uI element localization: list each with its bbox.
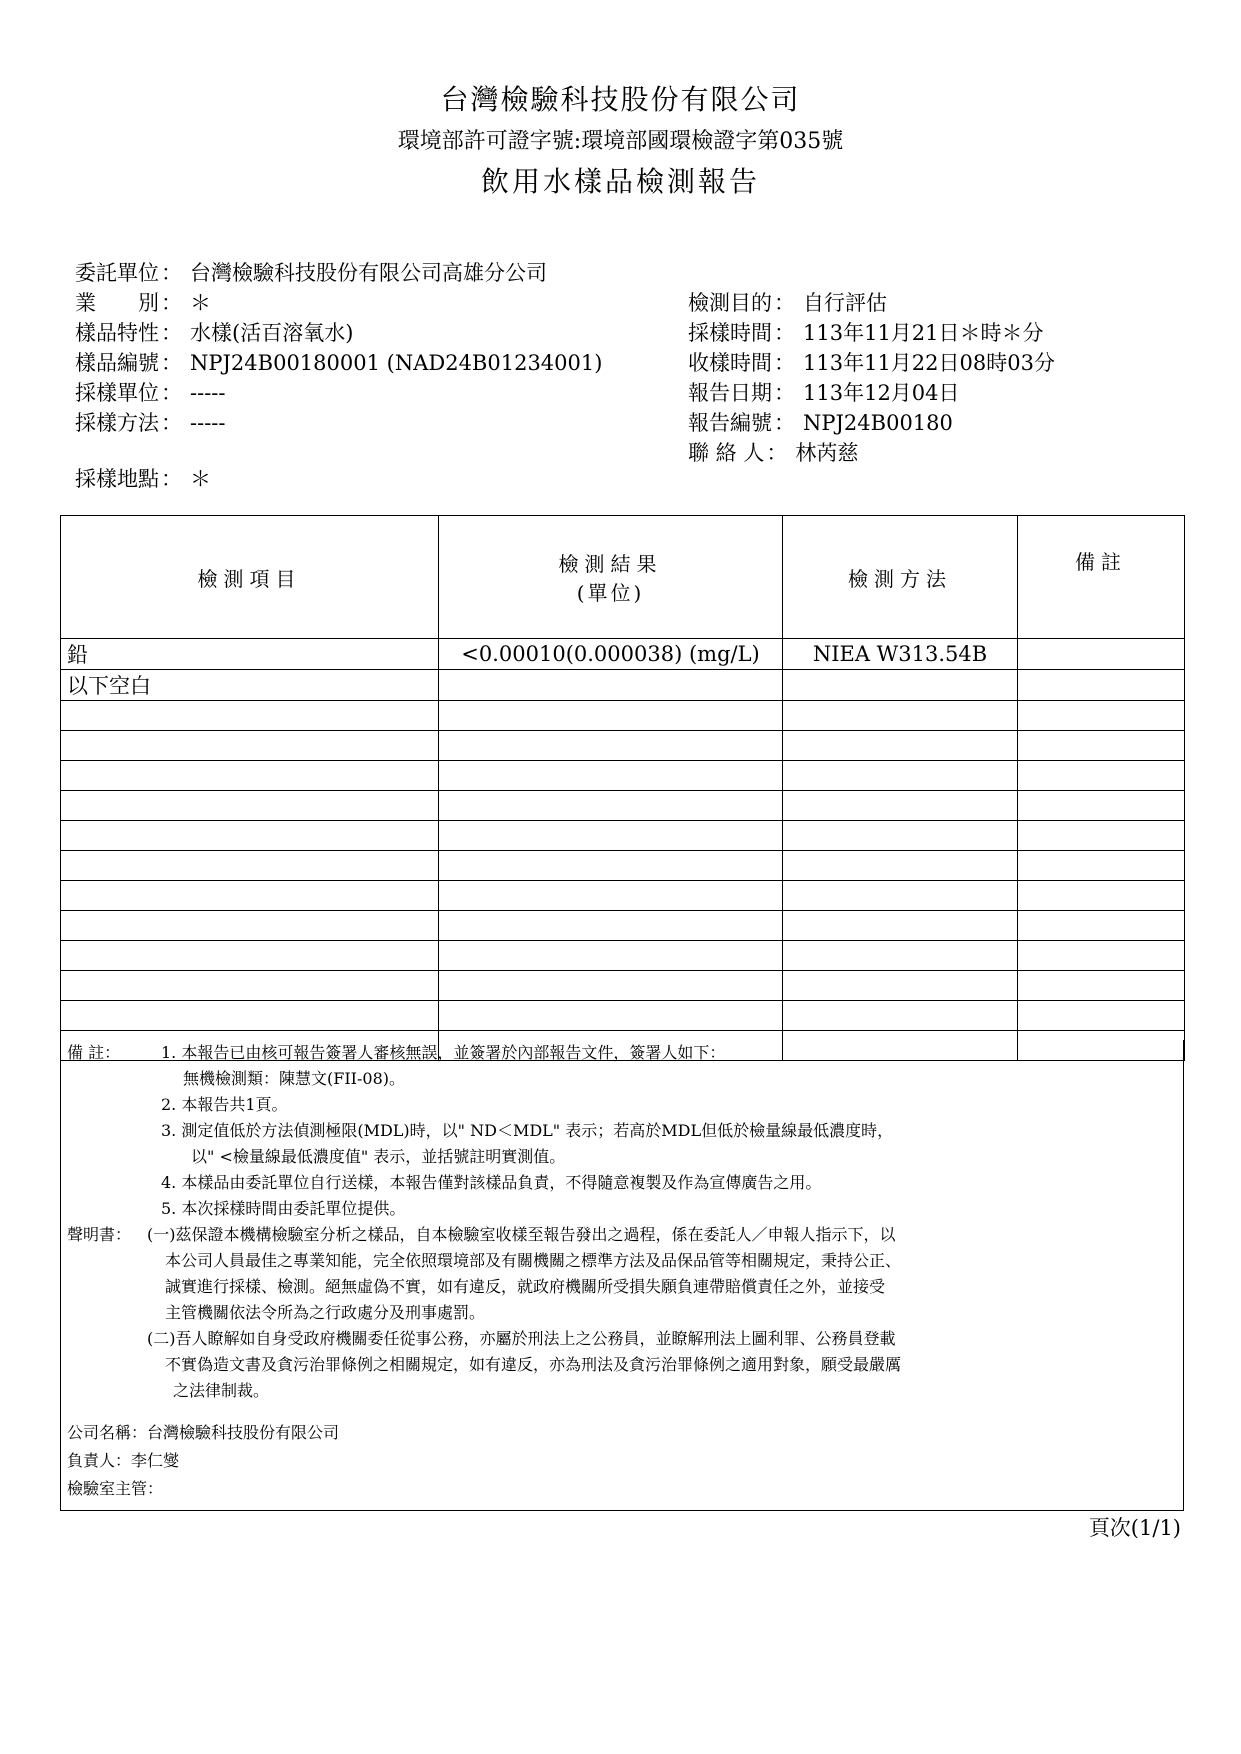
note-line: 1. 本報告已由核可報告簽署人審核無誤，並簽署於內部報告文件，簽署人如下： (161, 1043, 726, 1062)
info-colon: ： (161, 467, 182, 491)
header-item: 檢測項目 (61, 516, 439, 639)
cell-remark (1018, 670, 1185, 701)
empty-row (61, 971, 1185, 1001)
table-header-row (61, 516, 1185, 639)
info-value: 113年12月04日 (803, 381, 960, 405)
empty-row (61, 941, 1185, 971)
declaration-line: 本公司人員最佳之專業知能，完全依照環境部及有關機關之標準方法及品保品管等相關規定，秉持公正、 (165, 1251, 902, 1270)
info-colon: ： (774, 381, 795, 405)
info-sampling-time (688, 318, 1044, 348)
info-value: 林芮慈 (795, 441, 859, 465)
info-business-type (75, 288, 211, 318)
report-title: 飲用水樣品檢測報告 (480, 165, 760, 198)
cell-remark (1018, 639, 1185, 670)
info-sampling-method (75, 408, 225, 438)
info-colon: ： (161, 381, 182, 405)
notes-label: 備 註： (67, 1043, 121, 1062)
cell-method (783, 670, 1018, 701)
info-label: 樣品特性 (75, 321, 159, 345)
header-method: 檢測方法 (783, 516, 1018, 639)
note-line: 3. 測定值低於方法偵測極限(MDL)時，以" ND＜MDL" 表示；若高於MDL但低於檢量線最低濃度時， (161, 1121, 894, 1140)
note-line: 4. 本樣品由委託單位自行送樣，本報告僅對該樣品負責，不得隨意複製及作為宣傳廣告之用。 (161, 1173, 822, 1192)
empty-row (61, 791, 1185, 821)
info-client (75, 258, 547, 288)
info-purpose (688, 288, 887, 318)
page-number: 頁次(1/1) (1088, 1516, 1181, 1540)
note-line: 2. 本報告共1頁。 (161, 1095, 288, 1114)
declaration-line: (一)茲保證本機構檢驗室分析之樣品，自本檢驗室收樣至報告發出之過程，係在委託人／申報人指示下，以 (147, 1225, 896, 1244)
info-sample-id (75, 348, 602, 378)
info-colon: ： (766, 441, 788, 465)
declaration-line: 不實偽造文書及貪污治罪條例之相關規定，如有違反，亦為刑法及貪污治罪條例之適用對象，願受最嚴厲 (165, 1355, 902, 1374)
info-value: 113年11月22日08時03分 (803, 351, 1055, 375)
info-report-number (688, 408, 953, 438)
footer-lab-supervisor: 檢驗室主管： (67, 1479, 164, 1498)
table-row (61, 670, 1185, 701)
info-label: 檢測目的 (688, 291, 772, 315)
info-value: ----- (190, 381, 226, 405)
info-sampling-unit (75, 378, 225, 408)
company-title: 台灣檢驗科技股份有限公司 (440, 83, 801, 116)
cell-result: <0.00010(0.000038) (mg/L) (439, 639, 783, 670)
info-label: 報告編號 (688, 411, 772, 435)
info-label: 聯 絡 人 (688, 441, 765, 465)
header-result (439, 516, 783, 639)
note-line: 無機檢測類：陳慧文(FII-08)。 (183, 1069, 405, 1088)
empty-row (61, 911, 1185, 941)
info-label: 委託單位 (75, 261, 159, 285)
declaration-line: 之法律制裁。 (173, 1381, 270, 1400)
info-value: ----- (190, 411, 226, 435)
empty-row (61, 761, 1185, 791)
note-line: 以" <檢量線最低濃度值" 表示，並括號註明實測值。 (191, 1147, 566, 1166)
info-colon: ： (161, 411, 182, 435)
info-label: 收樣時間 (688, 351, 772, 375)
empty-row (61, 821, 1185, 851)
info-label: 採樣時間 (688, 321, 772, 345)
info-label: 樣品編號 (75, 351, 159, 375)
declaration-line: (二)吾人瞭解如自身受政府機關委任從事公務，亦屬於刑法上之公務員，並瞭解刑法上圖利罪、公務員登載 (147, 1329, 896, 1348)
info-value: ＊ (190, 467, 211, 491)
info-label: 業 別 (75, 291, 159, 315)
info-value: NPJ24B00180001 (NAD24B01234001) (190, 351, 603, 375)
cell-method: NIEA W313.54B (783, 639, 1018, 670)
footer-responsible: 負責人：李仁燮 (67, 1451, 180, 1470)
cell-item: 鉛 (61, 639, 439, 670)
info-label: 採樣方法 (75, 411, 159, 435)
header-result-line2: (單位) (576, 581, 645, 605)
license-number: 環境部許可證字號:環境部國環檢證字第035號 (397, 129, 844, 154)
info-sampling-location (75, 464, 211, 494)
footer-company-name: 公司名稱：台灣檢驗科技股份有限公司 (67, 1423, 340, 1442)
info-colon: ： (774, 291, 795, 315)
info-value: 自行評估 (803, 291, 887, 315)
declaration-line: 誠實進行採樣、檢測。絕無虛偽不實，如有違反，就政府機關所受損失願負連帶賠償責任之外，並接受 (165, 1277, 886, 1296)
info-value: NPJ24B00180 (803, 411, 953, 435)
header-remark: 備註 (1018, 516, 1185, 639)
info-receipt-time (688, 348, 1055, 378)
info-sample-type (75, 318, 353, 348)
empty-row (61, 881, 1185, 911)
info-colon: ： (774, 321, 795, 345)
info-colon: ： (161, 351, 182, 375)
info-colon: ： (774, 351, 795, 375)
info-colon: ： (774, 411, 795, 435)
results-table (60, 515, 1185, 1061)
info-value: 113年11月21日＊時＊分 (803, 321, 1044, 345)
info-colon: ： (161, 321, 182, 345)
info-colon: ： (161, 291, 182, 315)
empty-row (61, 1001, 1185, 1031)
empty-row (61, 851, 1185, 881)
info-value: 台灣檢驗科技股份有限公司高雄分公司 (190, 261, 547, 285)
empty-row (61, 701, 1185, 731)
empty-row (61, 731, 1185, 761)
info-value: 水樣(活百溶氧水) (190, 321, 354, 345)
cell-item: 以下空白 (61, 670, 439, 701)
info-label: 報告日期 (688, 381, 772, 405)
info-label: 採樣地點 (75, 467, 159, 491)
cell-result (439, 670, 783, 701)
declaration-line: 主管機關依法令所為之行政處分及刑事處罰。 (165, 1303, 486, 1322)
table-row (61, 639, 1185, 670)
info-label: 採樣單位 (75, 381, 159, 405)
note-line: 5. 本次採樣時間由委託單位提供。 (161, 1199, 406, 1218)
info-value: ＊ (190, 291, 211, 315)
info-report-date (688, 378, 960, 408)
header-result-line1: 檢測結果 (558, 552, 663, 576)
info-contact (688, 438, 858, 468)
info-colon: ： (161, 261, 182, 285)
declaration-label: 聲明書： (67, 1225, 132, 1244)
notes-box (60, 1040, 1184, 1511)
